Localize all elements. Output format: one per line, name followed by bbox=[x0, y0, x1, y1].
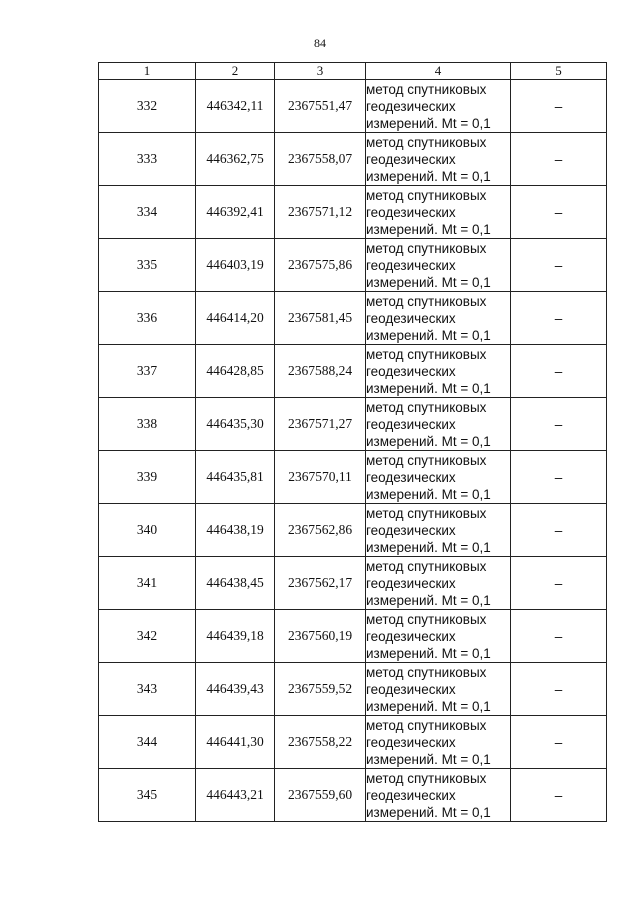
method-line: измерений. Mt = 0,1 bbox=[366, 804, 491, 820]
method-line: измерений. Mt = 0,1 bbox=[366, 115, 491, 131]
y-coordinate-cell: 2367551,47 bbox=[275, 80, 366, 133]
y-coordinate-cell: 2367560,19 bbox=[275, 610, 366, 663]
method-cell bbox=[366, 398, 511, 451]
column-5-cell: – bbox=[511, 292, 607, 345]
method-cell bbox=[366, 716, 511, 769]
table-row bbox=[99, 769, 607, 822]
y-coordinate-cell: 2367575,86 bbox=[275, 239, 366, 292]
method-line: геодезических bbox=[366, 204, 456, 220]
method-cell bbox=[366, 345, 511, 398]
table-row bbox=[99, 557, 607, 610]
column-header-3: 3 bbox=[275, 63, 366, 80]
point-number-cell: 332 bbox=[99, 80, 196, 133]
method-line: измерений. Mt = 0,1 bbox=[366, 274, 491, 290]
column-5-cell: – bbox=[511, 345, 607, 398]
column-header-1: 1 bbox=[99, 63, 196, 80]
method-line: измерений. Mt = 0,1 bbox=[366, 380, 491, 396]
method-cell bbox=[366, 557, 511, 610]
y-coordinate-cell: 2367558,22 bbox=[275, 716, 366, 769]
method-line: метод спутниковых bbox=[366, 770, 487, 786]
y-coordinate-cell: 2367571,12 bbox=[275, 186, 366, 239]
method-line: геодезических bbox=[366, 416, 456, 432]
method-cell bbox=[366, 292, 511, 345]
method-line: измерений. Mt = 0,1 bbox=[366, 327, 491, 343]
method-line: измерений. Mt = 0,1 bbox=[366, 486, 491, 502]
point-number-cell: 343 bbox=[99, 663, 196, 716]
x-coordinate-cell: 446342,11 bbox=[196, 80, 275, 133]
y-coordinate-cell: 2367559,52 bbox=[275, 663, 366, 716]
point-number-cell: 337 bbox=[99, 345, 196, 398]
method-cell bbox=[366, 186, 511, 239]
table-row bbox=[99, 398, 607, 451]
point-number-cell: 345 bbox=[99, 769, 196, 822]
table-row bbox=[99, 133, 607, 186]
table-header bbox=[99, 63, 607, 80]
method-line: метод спутниковых bbox=[366, 81, 487, 97]
point-number-cell: 334 bbox=[99, 186, 196, 239]
column-5-cell: – bbox=[511, 610, 607, 663]
x-coordinate-cell: 446439,18 bbox=[196, 610, 275, 663]
method-line: метод спутниковых bbox=[366, 452, 487, 468]
point-number-cell: 336 bbox=[99, 292, 196, 345]
column-5-cell: – bbox=[511, 557, 607, 610]
method-line: метод спутниковых bbox=[366, 505, 487, 521]
column-header-4: 4 bbox=[366, 63, 511, 80]
table-row bbox=[99, 663, 607, 716]
x-coordinate-cell: 446443,21 bbox=[196, 769, 275, 822]
method-line: измерений. Mt = 0,1 bbox=[366, 592, 491, 608]
method-line: геодезических bbox=[366, 681, 456, 697]
header-row bbox=[99, 63, 607, 80]
point-number-cell: 333 bbox=[99, 133, 196, 186]
column-5-cell: – bbox=[511, 186, 607, 239]
method-line: метод спутниковых bbox=[366, 134, 487, 150]
column-5-cell: – bbox=[511, 716, 607, 769]
method-line: метод спутниковых bbox=[366, 558, 487, 574]
method-line: геодезических bbox=[366, 522, 456, 538]
table-body bbox=[99, 80, 607, 822]
method-line: метод спутниковых bbox=[366, 187, 487, 203]
y-coordinate-cell: 2367571,27 bbox=[275, 398, 366, 451]
x-coordinate-cell: 446438,45 bbox=[196, 557, 275, 610]
table-row bbox=[99, 504, 607, 557]
method-cell bbox=[366, 451, 511, 504]
x-coordinate-cell: 446403,19 bbox=[196, 239, 275, 292]
column-5-cell: – bbox=[511, 239, 607, 292]
method-line: геодезических bbox=[366, 310, 456, 326]
method-line: измерений. Mt = 0,1 bbox=[366, 168, 491, 184]
method-line: метод спутниковых bbox=[366, 611, 487, 627]
point-number-cell: 340 bbox=[99, 504, 196, 557]
y-coordinate-cell: 2367562,17 bbox=[275, 557, 366, 610]
method-line: метод спутниковых bbox=[366, 293, 487, 309]
method-line: метод спутниковых bbox=[366, 240, 487, 256]
table-row bbox=[99, 610, 607, 663]
method-line: геодезических bbox=[366, 98, 456, 114]
column-5-cell: – bbox=[511, 504, 607, 557]
table-row bbox=[99, 239, 607, 292]
method-cell bbox=[366, 80, 511, 133]
table-row bbox=[99, 451, 607, 504]
y-coordinate-cell: 2367581,45 bbox=[275, 292, 366, 345]
method-cell bbox=[366, 133, 511, 186]
table-row bbox=[99, 186, 607, 239]
column-5-cell: – bbox=[511, 769, 607, 822]
column-5-cell: – bbox=[511, 663, 607, 716]
column-5-cell: – bbox=[511, 80, 607, 133]
y-coordinate-cell: 2367558,07 bbox=[275, 133, 366, 186]
method-cell bbox=[366, 504, 511, 557]
x-coordinate-cell: 446435,81 bbox=[196, 451, 275, 504]
method-line: геодезических bbox=[366, 363, 456, 379]
table-row bbox=[99, 345, 607, 398]
method-line: измерений. Mt = 0,1 bbox=[366, 221, 491, 237]
table-row bbox=[99, 716, 607, 769]
x-coordinate-cell: 446435,30 bbox=[196, 398, 275, 451]
method-line: измерений. Mt = 0,1 bbox=[366, 698, 491, 714]
point-number-cell: 338 bbox=[99, 398, 196, 451]
x-coordinate-cell: 446439,43 bbox=[196, 663, 275, 716]
x-coordinate-cell: 446392,41 bbox=[196, 186, 275, 239]
y-coordinate-cell: 2367559,60 bbox=[275, 769, 366, 822]
column-header-2: 2 bbox=[196, 63, 275, 80]
method-line: геодезических bbox=[366, 257, 456, 273]
y-coordinate-cell: 2367562,86 bbox=[275, 504, 366, 557]
method-line: метод спутниковых bbox=[366, 346, 487, 362]
method-cell bbox=[366, 663, 511, 716]
point-number-cell: 341 bbox=[99, 557, 196, 610]
point-number-cell: 335 bbox=[99, 239, 196, 292]
method-cell bbox=[366, 239, 511, 292]
table-row bbox=[99, 292, 607, 345]
method-cell bbox=[366, 610, 511, 663]
method-line: измерений. Mt = 0,1 bbox=[366, 433, 491, 449]
method-line: измерений. Mt = 0,1 bbox=[366, 751, 491, 767]
coordinates-table bbox=[98, 62, 607, 822]
x-coordinate-cell: 446414,20 bbox=[196, 292, 275, 345]
method-cell bbox=[366, 769, 511, 822]
method-line: геодезических bbox=[366, 575, 456, 591]
method-line: геодезических bbox=[366, 734, 456, 750]
column-5-cell: – bbox=[511, 398, 607, 451]
column-header-5: 5 bbox=[511, 63, 607, 80]
column-5-cell: – bbox=[511, 133, 607, 186]
x-coordinate-cell: 446438,19 bbox=[196, 504, 275, 557]
method-line: геодезических bbox=[366, 469, 456, 485]
y-coordinate-cell: 2367588,24 bbox=[275, 345, 366, 398]
method-line: метод спутниковых bbox=[366, 664, 487, 680]
table-row bbox=[99, 80, 607, 133]
point-number-cell: 342 bbox=[99, 610, 196, 663]
x-coordinate-cell: 446428,85 bbox=[196, 345, 275, 398]
method-line: геодезических bbox=[366, 787, 456, 803]
method-line: измерений. Mt = 0,1 bbox=[366, 539, 491, 555]
method-line: геодезических bbox=[366, 151, 456, 167]
page-number: 84 bbox=[314, 36, 326, 50]
method-line: измерений. Mt = 0,1 bbox=[366, 645, 491, 661]
point-number-cell: 344 bbox=[99, 716, 196, 769]
y-coordinate-cell: 2367570,11 bbox=[275, 451, 366, 504]
x-coordinate-cell: 446362,75 bbox=[196, 133, 275, 186]
method-line: геодезических bbox=[366, 628, 456, 644]
method-line: метод спутниковых bbox=[366, 717, 487, 733]
column-5-cell: – bbox=[511, 451, 607, 504]
point-number-cell: 339 bbox=[99, 451, 196, 504]
x-coordinate-cell: 446441,30 bbox=[196, 716, 275, 769]
method-line: метод спутниковых bbox=[366, 399, 487, 415]
